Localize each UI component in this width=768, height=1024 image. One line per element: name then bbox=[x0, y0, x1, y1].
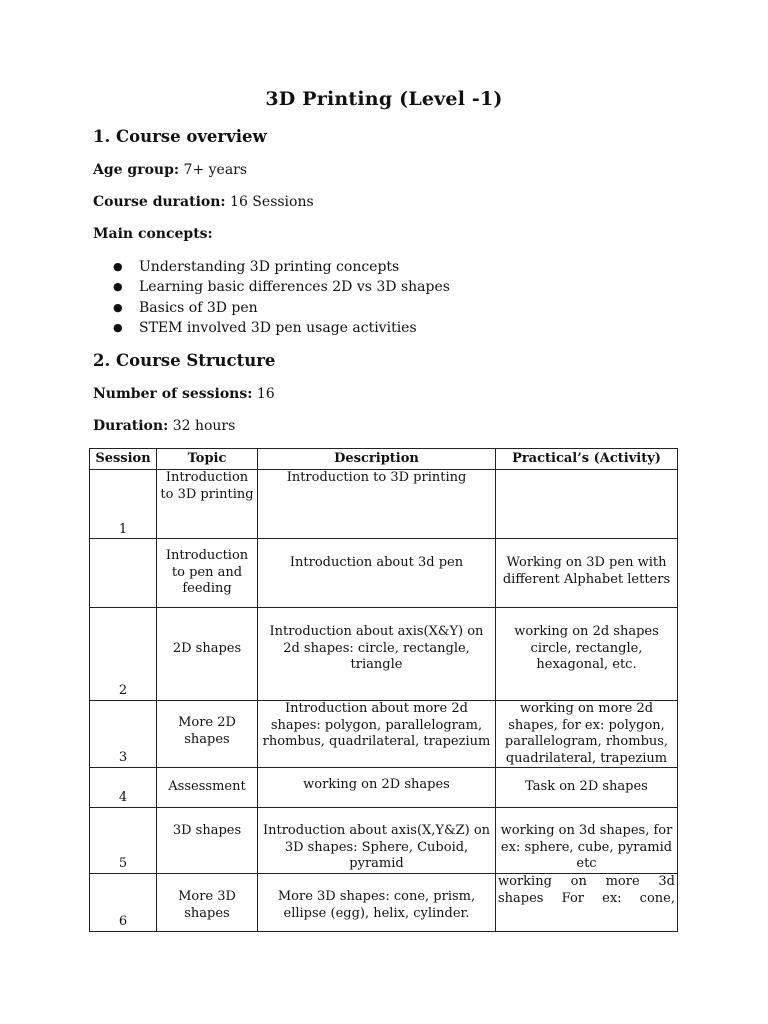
practical-cell: Working on 3D pen with different Alphabet letters bbox=[496, 539, 678, 608]
concept-text: Basics of 3D pen bbox=[139, 299, 258, 316]
table-row bbox=[90, 874, 678, 932]
description-cell: Introduction about axis(X&Y) on 2d shapes: circle, rectangle, triangle bbox=[258, 608, 496, 701]
duration-line bbox=[93, 418, 235, 434]
practical-cell: Task on 2D shapes bbox=[496, 768, 678, 808]
table-row bbox=[90, 808, 678, 874]
duration-label: Duration: bbox=[93, 418, 169, 434]
bullet-icon: ● bbox=[113, 280, 123, 294]
session-cell bbox=[90, 808, 157, 874]
number-of-sessions-line bbox=[93, 386, 275, 402]
table-row bbox=[90, 701, 678, 768]
session-number: 4 bbox=[118, 789, 128, 805]
age-group-line bbox=[93, 162, 247, 178]
course-duration-line bbox=[93, 194, 314, 210]
practical-cell: working on more 3d shapes For ex: cone, bbox=[496, 874, 678, 932]
course-structure-table bbox=[89, 448, 678, 932]
session-cell bbox=[90, 608, 157, 701]
topic-cell: Introduction to pen and feeding bbox=[157, 539, 258, 608]
table-row bbox=[90, 539, 678, 608]
concept-text: Learning basic differences 2D vs 3D shapes bbox=[139, 279, 450, 296]
list-item bbox=[93, 318, 450, 338]
header-practical: Practical’s (Activity) bbox=[496, 449, 678, 470]
description-cell: Introduction to 3D printing bbox=[258, 470, 496, 539]
session-cell bbox=[90, 701, 157, 768]
table-row bbox=[90, 470, 678, 539]
document-title: 3D Printing (Level -1) bbox=[265, 88, 503, 110]
description-cell: Introduction about 3d pen bbox=[258, 539, 496, 608]
session-cell bbox=[90, 522, 157, 608]
topic-cell: More 3D shapes bbox=[157, 874, 258, 932]
bullet-icon: ● bbox=[113, 300, 123, 314]
description-cell: Introduction about more 2d shapes: polygon, parallelogram, rhombus, quadrilateral, trapezium bbox=[258, 701, 496, 768]
description-cell: More 3D shapes: cone, prism, ellipse (egg), helix, cylinder. bbox=[258, 874, 496, 932]
topic-cell: Assessment bbox=[157, 768, 258, 808]
course-duration-value: 16 Sessions bbox=[230, 194, 314, 210]
concept-text: Understanding 3D printing concepts bbox=[139, 259, 400, 275]
duration-value: 32 hours bbox=[172, 418, 236, 434]
session-number: 3 bbox=[118, 749, 128, 765]
topic-cell: More 2D shapes bbox=[157, 701, 258, 768]
main-concepts-label: Main concepts: bbox=[93, 226, 213, 242]
table-row bbox=[90, 768, 678, 808]
practical-cell bbox=[496, 470, 678, 539]
age-group-value: 7+ years bbox=[183, 162, 248, 178]
session-number: 5 bbox=[118, 855, 128, 871]
session-number: 2 bbox=[118, 682, 128, 698]
course-duration-label: Course duration: bbox=[93, 194, 226, 210]
table-row bbox=[90, 608, 678, 701]
topic-cell: 3D shapes bbox=[157, 808, 258, 874]
main-concepts-list bbox=[93, 257, 450, 338]
session-number: 6 bbox=[118, 913, 128, 929]
session-cell bbox=[90, 768, 157, 808]
number-of-sessions-label: Number of sessions: bbox=[93, 386, 253, 402]
age-group-label: Age group: bbox=[93, 162, 180, 178]
course-structure-heading: 2. Course Structure bbox=[93, 351, 276, 370]
topic-cell: Introduction to 3D printing bbox=[157, 470, 258, 539]
topic-cell: 2D shapes bbox=[157, 608, 258, 701]
header-topic: Topic bbox=[157, 449, 258, 470]
bullet-icon: ● bbox=[113, 320, 123, 334]
header-session: Session bbox=[90, 449, 157, 470]
session-number: 1 bbox=[118, 522, 128, 537]
header-description: Description bbox=[258, 449, 496, 470]
main-concepts-line bbox=[93, 226, 213, 242]
practical-cell: working on 2d shapes circle, rectangle, hexagonal, etc. bbox=[496, 608, 678, 701]
concept-text: STEM involved 3D pen usage activities bbox=[139, 319, 417, 336]
description-cell: Introduction about axis(X,Y&Z) on 3D shapes: Sphere, Cuboid, pyramid bbox=[258, 808, 496, 874]
list-item bbox=[93, 277, 450, 297]
session-cell bbox=[90, 874, 157, 932]
list-item bbox=[93, 257, 450, 277]
description-cell: working on 2D shapes bbox=[258, 768, 496, 808]
number-of-sessions-value: 16 bbox=[256, 386, 275, 402]
practical-cell: working on more 2d shapes, for ex: polygon, parallelogram, rhombus, quadrilateral, trapezium bbox=[496, 701, 678, 768]
practical-cell: working on 3d shapes, for ex: sphere, cube, pyramid etc bbox=[496, 808, 678, 874]
table-header-row bbox=[90, 449, 678, 470]
bullet-icon: ● bbox=[113, 260, 123, 273]
course-overview-heading: 1. Course overview bbox=[93, 127, 267, 146]
list-item bbox=[93, 298, 450, 318]
